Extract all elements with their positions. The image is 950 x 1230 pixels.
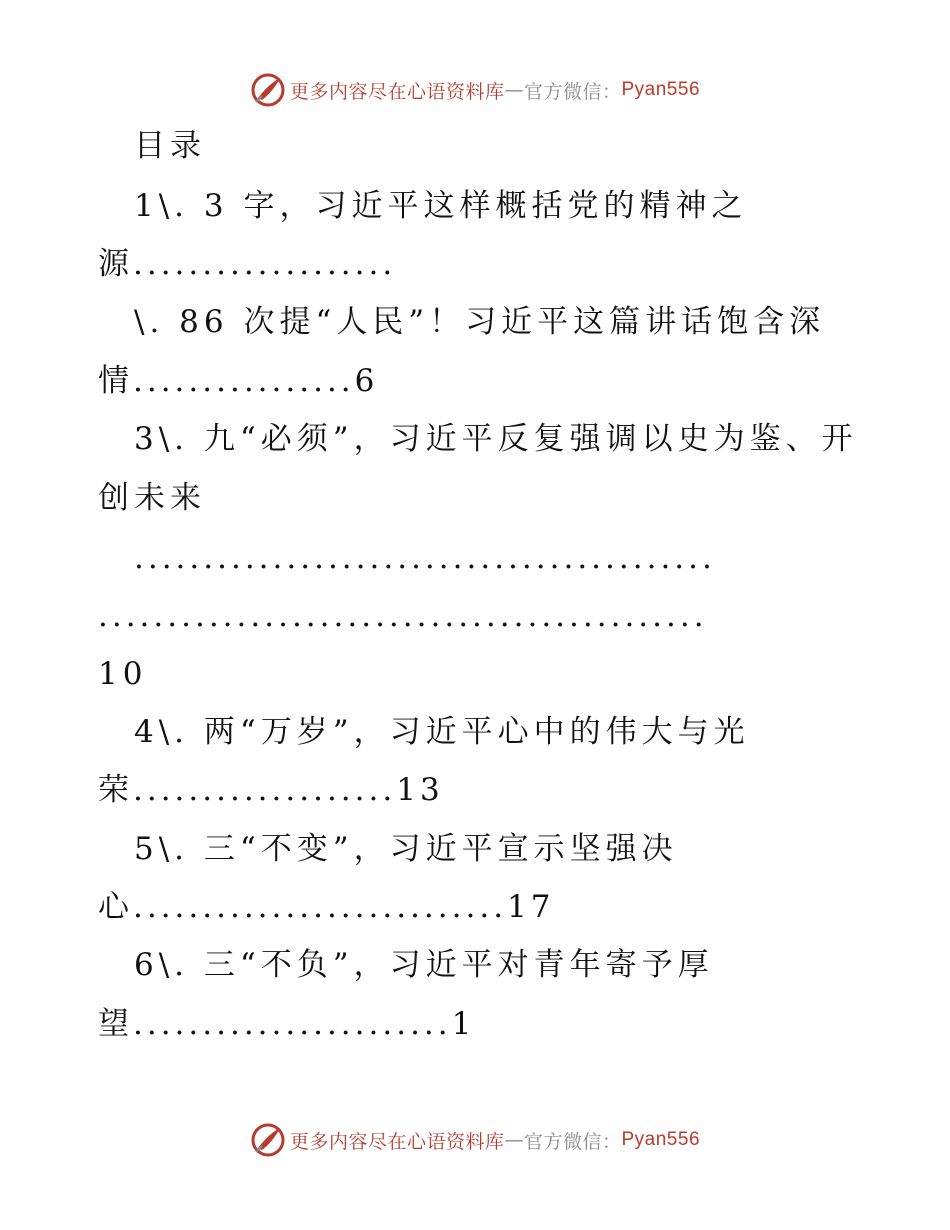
toc-entry-line: 3\. 九“必须”，习近平反复强调以史为鉴、开	[134, 421, 858, 457]
banner-account-label: 官方微信：	[523, 1130, 622, 1153]
banner-account-id: Pyan556	[621, 79, 701, 100]
toc-entry-line: 1\. 3 字，习近平这样概括党的精神之	[134, 188, 748, 224]
footer-banner	[0, 1120, 950, 1160]
banner-account-id: Pyan556	[621, 1129, 701, 1150]
banner-separator: —	[504, 79, 524, 101]
quill-logo-icon	[250, 72, 286, 108]
toc-entry-line: ..........................................	[134, 540, 716, 576]
banner-account-label: 官方微信：	[523, 80, 622, 103]
banner-text: 更多内容尽在心语资料库	[289, 1130, 505, 1153]
toc-entry-line: 10	[98, 656, 148, 692]
toc-entry-line: 荣...................13	[98, 772, 444, 808]
quill-logo-icon	[250, 1122, 286, 1158]
toc-entry-line: ............................................	[98, 598, 708, 634]
toc-entry-line: 望.......................1	[98, 1006, 476, 1042]
toc-entry-line: 情................6	[98, 363, 379, 399]
toc-entry-line: \. 86 次提“人民”！习近平这篇讲话饱含深	[134, 304, 826, 340]
toc-entry-line: 5\. 三“不变”，习近平宣示坚强决	[134, 831, 678, 867]
header-banner	[0, 70, 950, 110]
toc-title: 目录	[134, 128, 206, 164]
banner-separator: —	[504, 1129, 524, 1151]
toc-entry-line: 6\. 三“不负”，习近平对青年寄予厚	[134, 947, 714, 983]
toc-entry-line: 4\. 两“万岁”，习近平心中的伟大与光	[134, 714, 750, 750]
toc-entry-line: 源...................	[98, 246, 397, 282]
toc-entry-line: 心...........................17	[98, 889, 555, 925]
banner-text: 更多内容尽在心语资料库	[289, 80, 505, 103]
toc-entry-line: 创未来	[98, 480, 206, 516]
